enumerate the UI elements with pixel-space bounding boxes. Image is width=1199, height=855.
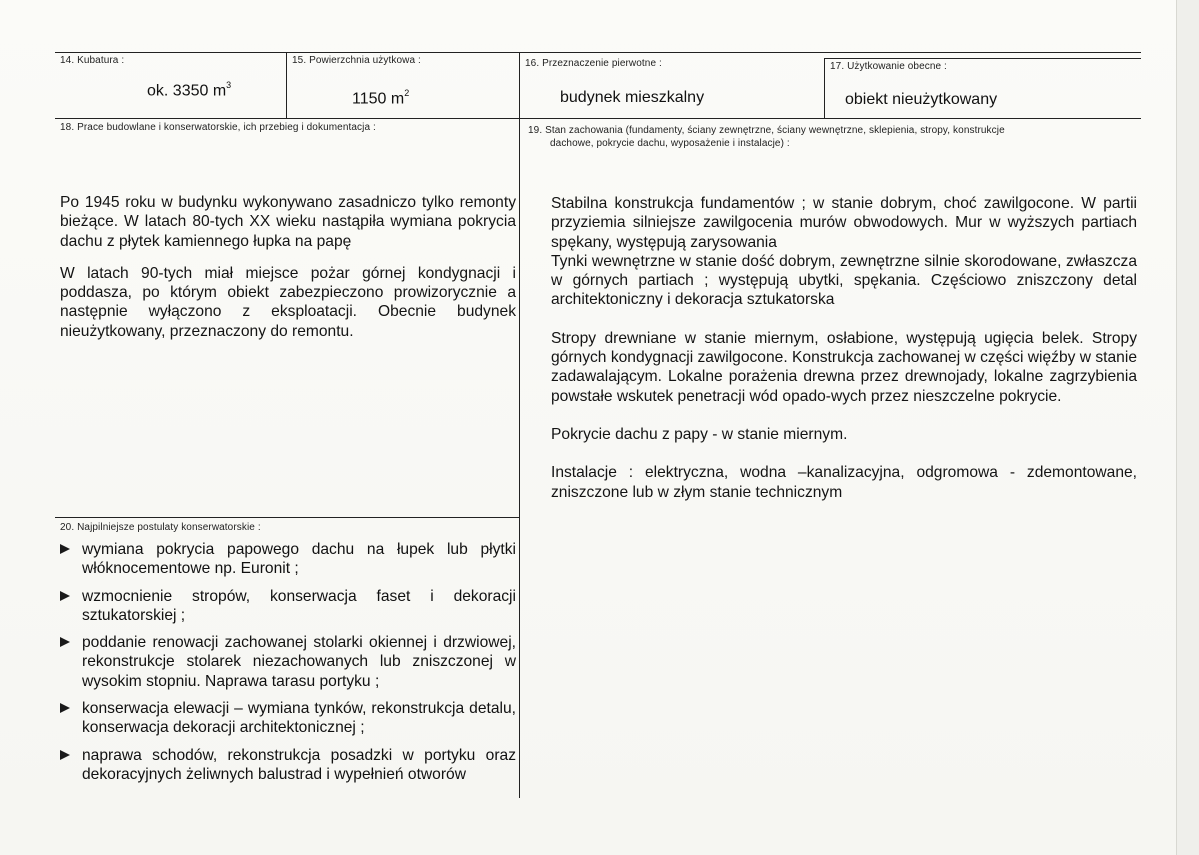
section19-paragraph: Stabilna konstrukcja fundamentów ; w stanie dobrym, choć zawilgocone. W partii przyziemia silniejsze zawilgocenia murów obwodowych. Mur w wyższych partiach spękany, występują zarysowania	[551, 195, 1137, 251]
list-item	[60, 587, 516, 626]
section20-label: 20. Najpilniejsze postulaty konserwatorskie :	[60, 522, 261, 533]
triangle-bullet-icon	[60, 750, 70, 760]
section18-paragraph: W latach 90-tych miał miejsce pożar górnej kondygnacji i poddasza, po którym obiekt zabezpieczono prowizorycznie a następnie wyłączono z eksploatacji. Obecnie budynek nieużytkowany, przeznaczony do remontu.	[60, 264, 516, 340]
list-item	[60, 540, 516, 579]
section18-label: 18. Prace budowlane i konserwatorskie, ich przebieg i dokumentacja :	[60, 122, 376, 133]
section19-body	[551, 194, 1137, 515]
divider-14-15	[286, 52, 287, 118]
field15-value	[352, 89, 409, 108]
section19-paragraph: Pokrycie dachu z papy - w stanie miernym.	[551, 425, 848, 443]
list-item	[60, 633, 516, 691]
field17-label: 17. Użytkowanie obecne :	[830, 61, 947, 72]
list-item	[60, 746, 516, 785]
section19-paragraph: Instalacje : elektryczna, wodna –kanalizacyjna, odgromowa - zdemontowane, zniszczone lub w złym stanie technicznym	[551, 464, 1137, 501]
list-item-text: naprawa schodów, rekonstrukcja posadzki w portyku oraz dekoracyjnych żeliwnych balustrad i wypełnień otworów	[82, 746, 516, 783]
section20-list	[60, 540, 516, 792]
field16-label: 16. Przeznaczenie pierwotne :	[525, 58, 662, 69]
list-item-text: konserwacja elewacji – wymiana tynków, rekonstrukcja detalu, konserwacja dekoracji architektonicznej ;	[82, 700, 516, 737]
field15-label: 15. Powierzchnia użytkowa :	[292, 55, 421, 66]
field14-value	[147, 81, 231, 100]
field17-top-rule	[824, 58, 1141, 59]
top-rule	[55, 52, 1141, 53]
triangle-bullet-icon	[60, 637, 70, 647]
field15-unit-exponent: 2	[404, 88, 410, 98]
page-edge	[1176, 0, 1199, 855]
section18-paragraph: Po 1945 roku w budynku wykonywano zasadniczo tylko remonty bieżące. W latach 80-tych XX wieku nastąpiła wymiana pokrycia dachu z płytek kamiennego łupka na papę	[60, 194, 516, 250]
list-item-text: poddanie renowacji zachowanej stolarki okiennej i drzwiowej, rekonstrukcje stolarek niezachowanych lub zniszczonej w wysokim stopniu. Naprawa tarasu portyku ;	[82, 634, 516, 690]
field16-value: budynek mieszkalny	[560, 89, 705, 106]
section19-label-line1: 19. Stan zachowania (fundamenty, ściany zewnętrzne, ściany wewnętrzne, sklepienia, stropy, konstrukcje	[528, 125, 1005, 136]
section19-paragraph: Stropy drewniane w stanie miernym, osłabione, występują ugięcia belek. Stropy górnych kondygnacji zawilgocone. Konstrukcja zachowanej w części więźby w stanie zadawalającym. Lokalne porażenia drewna przez drewnojady, lokalne zagrzybienia powstałe wskutek penetracji wód opado-wych przez nieszczelne pokrycie.	[551, 329, 1137, 405]
triangle-bullet-icon	[60, 544, 70, 554]
field14-unit-exponent: 3	[226, 80, 232, 90]
section19-label-line2: dachowe, pokrycie dachu, wyposażenie i instalacje) :	[550, 138, 790, 149]
header-row-rule	[55, 118, 1141, 119]
field14-label: 14. Kubatura :	[60, 55, 125, 66]
list-item-text: wymiana pokrycia papowego dachu na łupek lub płytki włóknocementowe np. Euronit ;	[82, 541, 516, 578]
section19-paragraph: Tynki wewnętrzne w stanie dość dobrym, zewnętrzne silnie skorodowane, zwłaszcza w górnych partiach ; występują ubytki, spękania. Częściowo zniszczony detal architektoniczny i dekoracja sztukatorska	[551, 252, 1137, 309]
section18-body	[60, 193, 516, 354]
divider-16-17	[824, 58, 825, 118]
field14-value-text: ok. 3350 m	[147, 82, 227, 100]
field15-value-text: 1150 m	[352, 90, 405, 108]
triangle-bullet-icon	[60, 591, 70, 601]
section20-rule	[55, 517, 519, 518]
triangle-bullet-icon	[60, 703, 70, 713]
field17-value: obiekt nieużytkowany	[845, 91, 998, 108]
list-item-text: wzmocnienie stropów, konserwacja faset i dekoracji sztukatorskiej ;	[82, 587, 516, 624]
list-item	[60, 699, 516, 738]
divider-15-16	[519, 52, 520, 798]
